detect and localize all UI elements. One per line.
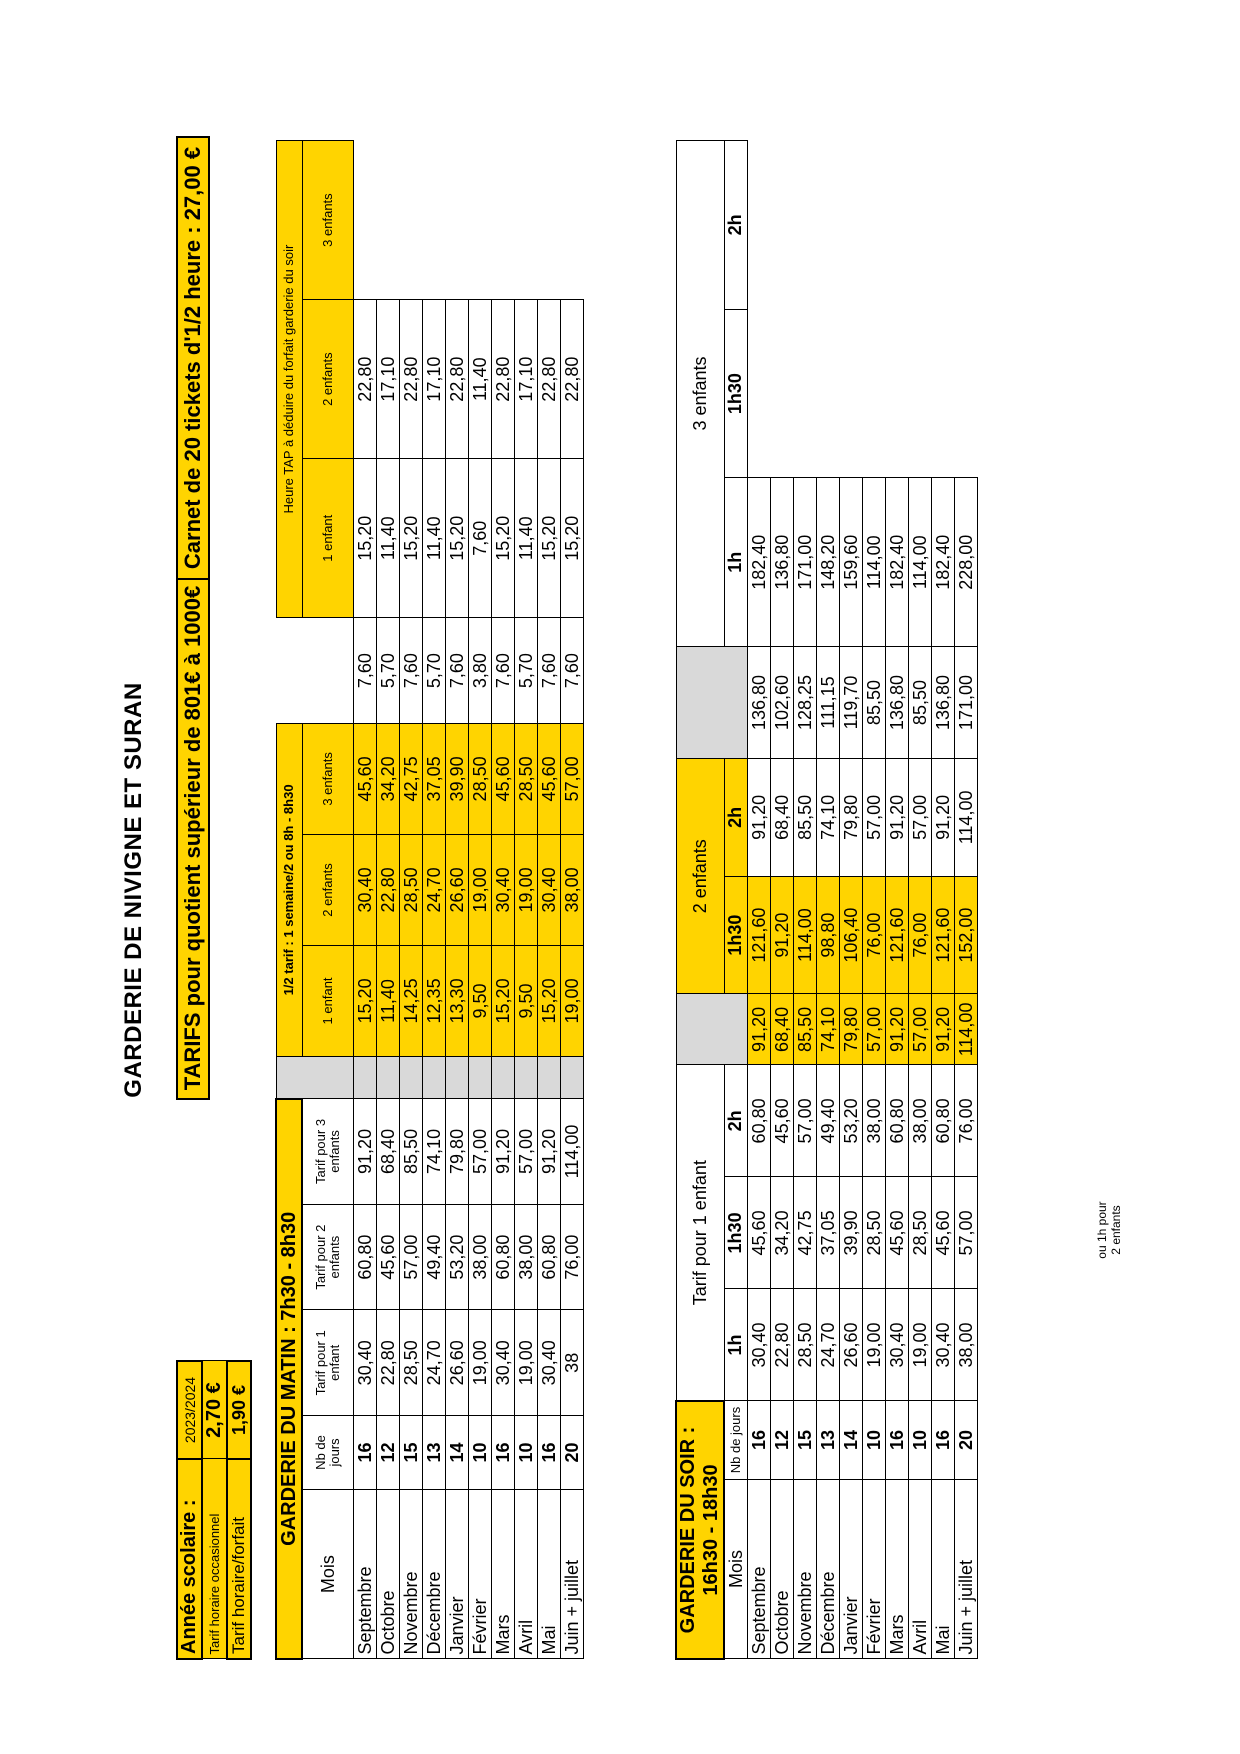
col-1h30: 1h30 xyxy=(724,1177,748,1289)
value-cell: 11,40 xyxy=(423,459,446,618)
value-cell: 38,00 xyxy=(863,1065,886,1177)
value-cell: 45,60 xyxy=(932,1177,955,1289)
value-cell: 57,00 xyxy=(863,994,886,1065)
days-cell: 16 xyxy=(538,1416,561,1490)
value-cell: 22,80 xyxy=(492,300,515,459)
value-cell: 60,80 xyxy=(492,1204,515,1310)
value-cell: 114,00 xyxy=(955,994,978,1065)
value-cell: 15,20 xyxy=(354,945,377,1056)
col-tap-2: 2 enfants xyxy=(302,300,354,459)
value-cell: 13,30 xyxy=(446,945,469,1056)
footnote xyxy=(1095,1180,1123,1280)
value-cell: 76,00 xyxy=(561,1204,584,1310)
value-cell: 159,60 xyxy=(840,478,863,647)
morning-row xyxy=(446,141,469,1660)
value-cell: 136,80 xyxy=(771,478,794,647)
value-cell: 76,00 xyxy=(863,876,886,994)
value-cell: 22,80 xyxy=(538,300,561,459)
value-cell: 85,50 xyxy=(794,994,817,1065)
value-cell: 7,60 xyxy=(446,618,469,724)
occasional-rate-value: 2,70 € xyxy=(202,1361,227,1459)
value-cell: 119,70 xyxy=(840,647,863,759)
value-cell: 38,00 xyxy=(909,1065,932,1177)
col-3e-1h: 1h xyxy=(724,478,748,647)
value-cell: 12,35 xyxy=(423,945,446,1056)
value-cell: 57,00 xyxy=(909,759,932,877)
value-cell: 11,40 xyxy=(469,300,492,459)
value-cell: 91,20 xyxy=(538,1099,561,1205)
days-cell: 16 xyxy=(932,1401,955,1479)
value-cell: 171,00 xyxy=(955,647,978,759)
value-cell: 182,40 xyxy=(748,478,771,647)
occasional-rate-label: Tarif horaire occasionnel xyxy=(202,1459,227,1659)
value-cell: 7,60 xyxy=(561,618,584,724)
value-cell: 57,00 xyxy=(909,994,932,1065)
value-cell: 148,20 xyxy=(817,478,840,647)
value-cell: 28,50 xyxy=(863,1177,886,1289)
value-cell: 114,00 xyxy=(955,759,978,877)
value-cell: 37,05 xyxy=(423,723,446,834)
value-cell: 182,40 xyxy=(886,478,909,647)
value-cell: 136,80 xyxy=(932,647,955,759)
value-cell: 15,20 xyxy=(492,945,515,1056)
month-cell: Avril xyxy=(515,1489,538,1659)
grey-spacer xyxy=(400,1056,423,1098)
col-tap-3: 3 enfants xyxy=(302,141,354,300)
value-cell: 85,50 xyxy=(909,647,932,759)
days-cell: 13 xyxy=(423,1416,446,1490)
value-cell: 15,20 xyxy=(400,459,423,618)
value-cell: 39,90 xyxy=(840,1177,863,1289)
value-cell: 53,20 xyxy=(840,1065,863,1177)
grey-spacer xyxy=(276,1056,354,1098)
value-cell: 60,80 xyxy=(886,1065,909,1177)
grey-spacer xyxy=(561,1056,584,1098)
value-cell: 79,80 xyxy=(840,994,863,1065)
grey-spacer xyxy=(538,1056,561,1098)
page-title: GARDERIE DE NIVIGNE ET SURAN xyxy=(120,682,147,1098)
month-cell: Septembre xyxy=(748,1479,771,1659)
morning-row xyxy=(492,141,515,1660)
value-cell: 39,90 xyxy=(446,723,469,834)
value-cell: 38,00 xyxy=(515,1204,538,1310)
value-cell: 45,60 xyxy=(492,723,515,834)
days-cell: 16 xyxy=(886,1401,909,1479)
days-cell: 10 xyxy=(515,1416,538,1490)
col-3e-2h: 2h xyxy=(724,141,748,310)
morning-title: GARDERIE DU MATIN : 7h30 - 8h30 xyxy=(276,1099,302,1659)
evening-row xyxy=(909,141,932,1660)
value-cell: 45,60 xyxy=(771,1065,794,1177)
value-cell: 30,40 xyxy=(748,1289,771,1401)
value-cell: 111,15 xyxy=(817,647,840,759)
morning-row xyxy=(561,141,584,1660)
month-cell: Mai xyxy=(932,1479,955,1659)
value-cell: 15,20 xyxy=(446,459,469,618)
value-cell: 74,10 xyxy=(817,994,840,1065)
days-cell: 16 xyxy=(492,1416,515,1490)
value-cell: 60,80 xyxy=(538,1204,561,1310)
tap-title: Heure TAP à déduire du forfait garderie du soir xyxy=(276,141,302,618)
value-cell: 30,40 xyxy=(932,1289,955,1401)
evening-row xyxy=(932,141,955,1660)
morning-row xyxy=(469,141,492,1660)
month-cell: Janvier xyxy=(446,1489,469,1659)
grey-spacer xyxy=(377,1056,400,1098)
value-cell: 19,00 xyxy=(515,1310,538,1416)
col-half-1: 1 enfant xyxy=(302,945,354,1056)
value-cell: 114,00 xyxy=(794,876,817,994)
value-cell: 91,20 xyxy=(748,994,771,1065)
days-cell: 10 xyxy=(863,1401,886,1479)
value-cell: 37,05 xyxy=(817,1177,840,1289)
value-cell: 22,80 xyxy=(400,300,423,459)
value-cell: 57,00 xyxy=(400,1204,423,1310)
value-cell: 45,60 xyxy=(538,723,561,834)
value-cell: 22,80 xyxy=(446,300,469,459)
month-cell: Novembre xyxy=(794,1479,817,1659)
month-cell: Février xyxy=(469,1489,492,1659)
value-cell: 60,80 xyxy=(748,1065,771,1177)
value-cell: 38,00 xyxy=(561,834,584,945)
month-cell: Juin + juillet xyxy=(955,1479,978,1659)
tarif-banner: TARIFS pour quotient supérieur de 801€ à 1000€ xyxy=(176,576,210,1100)
days-cell: 10 xyxy=(909,1401,932,1479)
col-3e-1h30: 1h30 xyxy=(724,309,748,478)
value-cell: 11,40 xyxy=(515,459,538,618)
value-cell: 228,00 xyxy=(955,478,978,647)
value-cell: 7,60 xyxy=(400,618,423,724)
value-cell: 22,80 xyxy=(354,300,377,459)
value-cell: 85,50 xyxy=(794,759,817,877)
col-2h: 2h xyxy=(724,1065,748,1177)
value-cell: 74,10 xyxy=(817,759,840,877)
value-cell: 57,00 xyxy=(955,1177,978,1289)
value-cell: 42,75 xyxy=(794,1177,817,1289)
value-cell: 30,40 xyxy=(354,834,377,945)
value-cell: 7,60 xyxy=(469,459,492,618)
value-cell: 38,00 xyxy=(469,1204,492,1310)
grey-spacer xyxy=(492,1056,515,1098)
value-cell: 22,80 xyxy=(377,834,400,945)
evening-grp1: Tarif pour 1 enfant xyxy=(676,1065,724,1401)
value-cell: 182,40 xyxy=(932,478,955,647)
value-cell: 91,20 xyxy=(886,759,909,877)
value-cell: 28,50 xyxy=(794,1289,817,1401)
morning-row xyxy=(377,141,400,1660)
forfait-rate-label: Tarif horaire/forfait xyxy=(227,1459,251,1659)
value-cell: 7,60 xyxy=(538,618,561,724)
month-cell: Juin + juillet xyxy=(561,1489,584,1659)
col-2e-2h: 2h xyxy=(724,759,748,877)
value-cell: 15,20 xyxy=(354,459,377,618)
col-tap-1: 1 enfant xyxy=(302,459,354,618)
morning-row xyxy=(423,141,446,1660)
col-2e-1h30: 1h30 xyxy=(724,876,748,994)
year-label: Année scolaire : xyxy=(177,1459,202,1659)
evening-table xyxy=(675,140,978,1660)
value-cell: 22,80 xyxy=(377,1310,400,1416)
value-cell: 17,10 xyxy=(377,300,400,459)
value-cell: 114,00 xyxy=(561,1099,584,1205)
month-cell: Janvier xyxy=(840,1479,863,1659)
value-cell: 74,10 xyxy=(423,1099,446,1205)
value-cell: 30,40 xyxy=(538,834,561,945)
value-cell: 68,40 xyxy=(771,759,794,877)
value-cell: 85,50 xyxy=(863,647,886,759)
grey-spacer xyxy=(446,1056,469,1098)
value-cell: 42,75 xyxy=(400,723,423,834)
value-cell: 3,80 xyxy=(469,618,492,724)
value-cell: 24,70 xyxy=(817,1289,840,1401)
value-cell: 24,70 xyxy=(423,834,446,945)
value-cell: 114,00 xyxy=(909,478,932,647)
grey-spacer xyxy=(354,1056,377,1098)
footnote-line-1: ou 1h pour xyxy=(1095,1201,1109,1259)
value-cell: 85,50 xyxy=(400,1099,423,1205)
month-cell: Octobre xyxy=(771,1479,794,1659)
col-tarif-3: Tarif pour 3 enfants xyxy=(302,1099,354,1205)
morning-row xyxy=(538,141,561,1660)
carnet-banner: Carnet de 20 tickets d'1/2 heure : 27,00 € xyxy=(176,136,210,580)
morning-row xyxy=(354,141,377,1660)
col-half-2: 2 enfants xyxy=(302,834,354,945)
value-cell: 26,60 xyxy=(840,1289,863,1401)
value-cell: 19,00 xyxy=(909,1289,932,1401)
value-cell: 7,60 xyxy=(354,618,377,724)
value-cell: 91,20 xyxy=(748,759,771,877)
col-mois: Mois xyxy=(302,1489,354,1659)
evening-row xyxy=(817,141,840,1660)
days-cell: 10 xyxy=(469,1416,492,1490)
value-cell: 114,00 xyxy=(863,478,886,647)
value-cell: 5,70 xyxy=(377,618,400,724)
month-cell: Mars xyxy=(492,1489,515,1659)
value-cell: 45,60 xyxy=(886,1177,909,1289)
value-cell: 76,00 xyxy=(909,876,932,994)
value-cell: 34,20 xyxy=(377,723,400,834)
month-cell: Avril xyxy=(909,1479,932,1659)
year-info-table xyxy=(176,1360,252,1660)
grey-spacer xyxy=(515,1056,538,1098)
value-cell: 28,50 xyxy=(909,1177,932,1289)
value-cell: 19,00 xyxy=(561,945,584,1056)
value-cell: 45,60 xyxy=(377,1204,400,1310)
rotated-sheet xyxy=(120,120,1180,1660)
value-cell: 57,00 xyxy=(794,1065,817,1177)
value-cell: 26,60 xyxy=(446,834,469,945)
evening-row xyxy=(863,141,886,1660)
value-cell: 91,20 xyxy=(354,1099,377,1205)
evening-row xyxy=(794,141,817,1660)
value-cell: 45,60 xyxy=(354,723,377,834)
evening-grp2: 2 enfants xyxy=(676,759,724,994)
evening-rows xyxy=(748,141,978,1660)
days-cell: 16 xyxy=(354,1416,377,1490)
days-cell: 15 xyxy=(794,1401,817,1479)
value-cell: 45,60 xyxy=(748,1177,771,1289)
value-cell: 11,40 xyxy=(377,945,400,1056)
half-rate-title: 1/2 tarif : 1 semaine/2 ou 8h - 8h30 xyxy=(276,723,302,1056)
grey-spacer xyxy=(423,1056,446,1098)
value-cell: 57,00 xyxy=(863,759,886,877)
value-cell: 5,70 xyxy=(423,618,446,724)
grey-spacer xyxy=(469,1056,492,1098)
value-cell: 98,80 xyxy=(817,876,840,994)
value-cell: 5,70 xyxy=(515,618,538,724)
gap-column xyxy=(276,618,354,724)
value-cell: 30,40 xyxy=(354,1310,377,1416)
col-mois: Mois xyxy=(724,1479,748,1659)
days-cell: 16 xyxy=(748,1401,771,1479)
value-cell: 91,20 xyxy=(886,994,909,1065)
value-cell: 102,60 xyxy=(771,647,794,759)
value-cell: 15,20 xyxy=(492,459,515,618)
value-cell: 49,40 xyxy=(423,1204,446,1310)
value-cell: 53,20 xyxy=(446,1204,469,1310)
value-cell: 79,80 xyxy=(840,759,863,877)
evening-row xyxy=(955,141,978,1660)
value-cell: 19,00 xyxy=(863,1289,886,1401)
value-cell: 38 xyxy=(561,1310,584,1416)
value-cell: 76,00 xyxy=(955,1065,978,1177)
value-cell: 15,20 xyxy=(561,459,584,618)
value-cell: 91,20 xyxy=(492,1099,515,1205)
evening-row xyxy=(886,141,909,1660)
value-cell: 19,00 xyxy=(515,834,538,945)
month-cell: Février xyxy=(863,1479,886,1659)
value-cell: 121,60 xyxy=(932,876,955,994)
value-cell: 91,20 xyxy=(771,876,794,994)
value-cell: 49,40 xyxy=(817,1065,840,1177)
value-cell: 60,80 xyxy=(354,1204,377,1310)
forfait-rate-value: 1,90 € xyxy=(227,1361,251,1459)
value-cell: 38,00 xyxy=(955,1289,978,1401)
evening-title: GARDERIE DU SOIR : 16h30 - 18h30 xyxy=(676,1401,724,1659)
morning-table xyxy=(275,140,584,1660)
value-cell: 9,50 xyxy=(515,945,538,1056)
col-jours: Nb de jours xyxy=(724,1401,748,1479)
value-cell: 30,40 xyxy=(492,834,515,945)
value-cell: 9,50 xyxy=(469,945,492,1056)
value-cell: 121,60 xyxy=(748,876,771,994)
value-cell: 28,50 xyxy=(469,723,492,834)
col-tarif-2: Tarif pour 2 enfants xyxy=(302,1204,354,1310)
value-cell: 19,00 xyxy=(469,834,492,945)
days-cell: 15 xyxy=(400,1416,423,1490)
value-cell: 28,50 xyxy=(400,1310,423,1416)
days-cell: 20 xyxy=(955,1401,978,1479)
value-cell: 15,20 xyxy=(538,459,561,618)
evening-row xyxy=(840,141,863,1660)
value-cell: 26,60 xyxy=(446,1310,469,1416)
value-cell: 11,40 xyxy=(377,459,400,618)
month-cell: Mars xyxy=(886,1479,909,1659)
value-cell: 136,80 xyxy=(886,647,909,759)
value-cell: 128,25 xyxy=(794,647,817,759)
morning-rows xyxy=(354,141,584,1660)
month-cell: Décembre xyxy=(423,1489,446,1659)
evening-row xyxy=(771,141,794,1660)
value-cell: 17,10 xyxy=(515,300,538,459)
value-cell: 15,20 xyxy=(538,945,561,1056)
evening-row xyxy=(748,141,771,1660)
col-half-3: 3 enfants xyxy=(302,723,354,834)
value-cell: 91,20 xyxy=(932,759,955,877)
value-cell: 30,40 xyxy=(538,1310,561,1416)
evening-grp3: 3 enfants xyxy=(676,141,724,647)
days-cell: 12 xyxy=(771,1401,794,1479)
col-tarif-1: Tarif pour 1 enfant xyxy=(302,1310,354,1416)
days-cell: 13 xyxy=(817,1401,840,1479)
value-cell: 171,00 xyxy=(794,478,817,647)
value-cell: 68,40 xyxy=(771,994,794,1065)
grey-spacer xyxy=(676,994,748,1065)
value-cell: 136,80 xyxy=(748,647,771,759)
value-cell: 91,20 xyxy=(932,994,955,1065)
value-cell: 22,80 xyxy=(771,1289,794,1401)
value-cell: 34,20 xyxy=(771,1177,794,1289)
value-cell: 106,40 xyxy=(840,876,863,994)
value-cell: 7,60 xyxy=(492,618,515,724)
value-cell: 79,80 xyxy=(446,1099,469,1205)
value-cell: 22,80 xyxy=(561,300,584,459)
value-cell: 68,40 xyxy=(377,1099,400,1205)
month-cell: Septembre xyxy=(354,1489,377,1659)
value-cell: 19,00 xyxy=(469,1310,492,1416)
col-1h: 1h xyxy=(724,1289,748,1401)
month-cell: Octobre xyxy=(377,1489,400,1659)
value-cell: 28,50 xyxy=(515,723,538,834)
value-cell: 24,70 xyxy=(423,1310,446,1416)
value-cell: 14,25 xyxy=(400,945,423,1056)
col-jours: Nb de jours xyxy=(302,1416,354,1490)
month-cell: Décembre xyxy=(817,1479,840,1659)
days-cell: 14 xyxy=(446,1416,469,1490)
value-cell: 57,00 xyxy=(469,1099,492,1205)
value-cell: 60,80 xyxy=(932,1065,955,1177)
value-cell: 57,00 xyxy=(561,723,584,834)
value-cell: 30,40 xyxy=(492,1310,515,1416)
morning-row xyxy=(400,141,423,1660)
grey-gap xyxy=(676,647,748,759)
footnote-line-2: 2 enfants xyxy=(1109,1205,1123,1255)
value-cell: 152,00 xyxy=(955,876,978,994)
month-cell: Novembre xyxy=(400,1489,423,1659)
days-cell: 20 xyxy=(561,1416,584,1490)
days-cell: 12 xyxy=(377,1416,400,1490)
morning-row xyxy=(515,141,538,1660)
value-cell: 121,60 xyxy=(886,876,909,994)
value-cell: 28,50 xyxy=(400,834,423,945)
month-cell: Mai xyxy=(538,1489,561,1659)
days-cell: 14 xyxy=(840,1401,863,1479)
value-cell: 30,40 xyxy=(886,1289,909,1401)
value-cell: 57,00 xyxy=(515,1099,538,1205)
year-value: 2023/2024 xyxy=(177,1361,202,1459)
value-cell: 17,10 xyxy=(423,300,446,459)
